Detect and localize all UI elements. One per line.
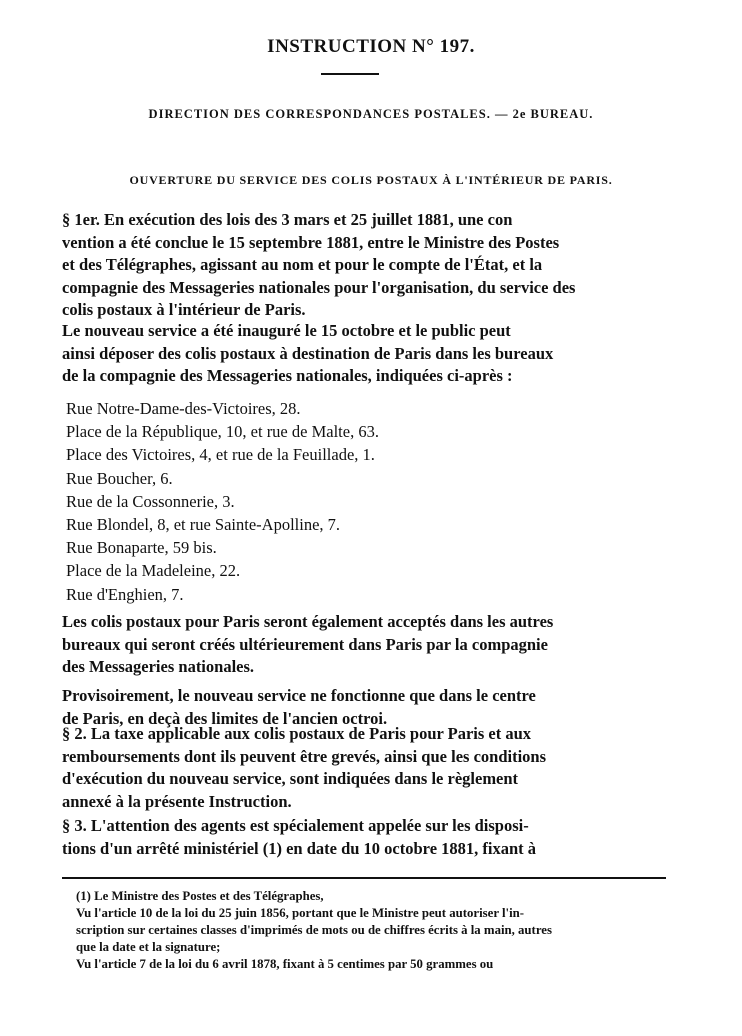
address-item: Place de la République, 10, et rue de Malte, 63. — [66, 422, 379, 442]
paragraph-line: d'exécution du nouveau service, sont indiquées dans le règlement — [62, 769, 519, 788]
address-item: Rue Boucher, 6. — [66, 468, 173, 488]
paragraph-1 — [62, 209, 666, 322]
paragraph-line: et des Télégraphes, agissant au nom et pour le compte de l'État, et la — [62, 255, 543, 274]
paragraph-line: Les colis postaux pour Paris seront également acceptés dans les autres — [62, 612, 554, 631]
paragraph-line: ainsi déposer des colis postaux à destination de Paris dans les bureaux — [62, 343, 554, 363]
address-item: Rue Bonaparte, 59 bis. — [66, 538, 217, 558]
instruction-title: INSTRUCTION N° 197. — [267, 36, 475, 57]
paragraph-line: bureaux qui seront créés ultérieurement dans Paris par la compagnie — [62, 634, 548, 654]
paragraph-line: tions d'un arrêté ministériel (1) en date du 10 octobre 1881, fixant à — [62, 838, 537, 858]
title-divider — [321, 73, 379, 75]
footnote-line: Vu l'article 10 de la loi du 25 juin 1856, portant que le Ministre peut autoriser l'in- — [76, 906, 525, 920]
paragraph-line: colis postaux à l'intérieur de Paris. — [62, 300, 306, 319]
paragraph-line: de la compagnie des Messageries nationales, indiquées ci-après : — [62, 366, 513, 385]
address-item: Rue Notre-Dame-des-Victoires, 28. — [66, 399, 301, 418]
paragraph-3 — [62, 611, 666, 679]
paragraph-line: de Paris, en deçà des limites de l'ancien octroi. — [62, 708, 388, 728]
paragraph-line: Le nouveau service a été inauguré le 15 octobre et le public peut — [62, 321, 511, 340]
paragraph-line: vention a été conclue le 15 septembre 1881, entre le Ministre des Postes — [62, 232, 560, 252]
address-list — [66, 397, 626, 606]
footnote-line: (1) Le Ministre des Postes et des Télégraphes, — [76, 889, 324, 903]
paragraph-6 — [62, 815, 666, 860]
address-item: Place de la Madeleine, 22. — [66, 561, 241, 581]
paragraph-line: compagnie des Messageries nationales pour l'organisation, du service des — [62, 277, 576, 297]
address-item: Rue Blondel, 8, et rue Sainte-Apolline, 7. — [66, 515, 341, 535]
paragraph-line: § 3. L'attention des agents est spécialement appelée sur les disposi- — [62, 816, 529, 835]
paragraph-line: § 2. La taxe applicable aux colis postaux de Paris pour Paris et aux — [62, 724, 532, 743]
footnote — [76, 888, 668, 973]
subject-heading: OUVERTURE DU SERVICE DES COLIS POSTAUX À L'INTÉRIEUR DE PARIS. — [129, 173, 613, 187]
address-item: Place des Victoires, 4, et rue de la Feuillade, 1. — [66, 445, 375, 465]
address-item: Rue de la Cossonnerie, 3. — [66, 491, 235, 511]
paragraph-line: § 1er. En exécution des lois des 3 mars et 25 juillet 1881, une con — [62, 210, 513, 229]
paragraph-5 — [62, 723, 666, 813]
address-item: Rue d'Enghien, 7. — [66, 584, 184, 604]
paragraph-2 — [62, 320, 666, 388]
paragraph-line: Provisoirement, le nouveau service ne fonctionne que dans le centre — [62, 686, 536, 705]
paragraph-line: des Messageries nationales. — [62, 657, 255, 676]
direction-header: DIRECTION DES CORRESPONDANCES POSTALES. — 2e BUREAU. — [148, 107, 594, 121]
paragraph-line: annexé à la présente Instruction. — [62, 791, 292, 811]
footnote-divider — [62, 877, 666, 879]
footnote-line: Vu l'article 7 de la loi du 6 avril 1878, fixant à 5 centimes par 50 grammes ou — [76, 957, 494, 971]
footnote-line: que la date et la signature; — [76, 940, 221, 954]
paragraph-line: remboursements dont ils peuvent être grevés, ainsi que les conditions — [62, 746, 547, 766]
footnote-line: scription sur certaines classes d'imprimés de mots ou de chiffres écrits à la main, autres — [76, 923, 552, 937]
